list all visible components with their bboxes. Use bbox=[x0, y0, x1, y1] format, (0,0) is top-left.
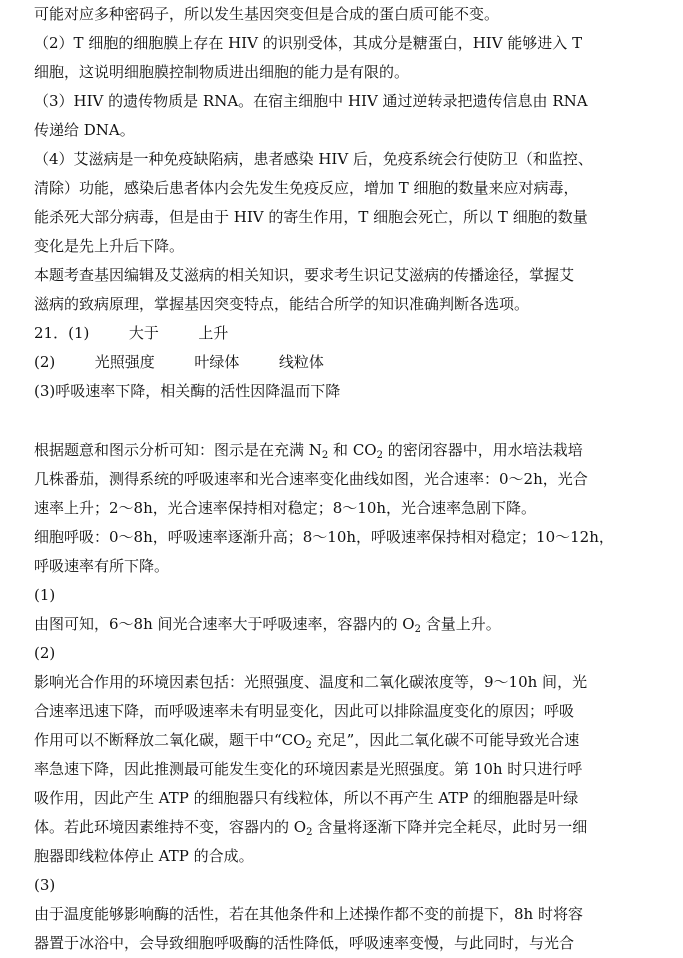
text-line: 清除）功能，感染后患者体内会先发生免疫反应，增加 T 细胞的数量来应对病毒， bbox=[34, 179, 579, 197]
text-line: 器置于冰浴中，会导致细胞呼吸酶的活性降低，呼吸速率变慢，与此同时，与光合 bbox=[34, 934, 575, 952]
text-line: （2）T 细胞的细胞膜上存在 HIV 的识别受体，其成分是糖蛋白，HIV 能够进入 T bbox=[34, 34, 583, 52]
text-segment: 的密闭容器中，用水培法栽培 bbox=[382, 441, 583, 459]
subscript: 2 bbox=[376, 450, 383, 461]
text-line: 传递给 DNA。 bbox=[34, 121, 135, 139]
text-line: 滋病的致病原理，掌握基因突变特点，能结合所学的知识准确判断各选项。 bbox=[34, 295, 530, 313]
text-line: 21．(1) 大于 上升 bbox=[34, 324, 229, 342]
text-line bbox=[34, 726, 674, 755]
text-line: （3）HIV 的遗传物质是 RNA。在宿主细胞中 HIV 通过逆转录把遗传信息由 RNA bbox=[34, 92, 588, 110]
subscript: 2 bbox=[306, 827, 313, 838]
text-line: 速率上升；2～8h，光合速率保持相对稳定；8～10h，光合速率急剧下降。 bbox=[34, 499, 537, 517]
subscript: 2 bbox=[414, 624, 421, 635]
subscript: 2 bbox=[305, 740, 312, 751]
text-line bbox=[34, 436, 674, 465]
text-line: 由于温度能够影响酶的活性，若在其他条件和上述操作都不变的前提下，8h 时将容 bbox=[34, 905, 583, 923]
text-line: (2) 光照强度 叶绿体 线粒体 bbox=[34, 353, 324, 371]
text-line: 胞器即线粒体停止 ATP 的合成。 bbox=[34, 847, 254, 865]
text-line: (3) bbox=[34, 876, 56, 894]
text-line: 细胞呼吸：0～8h，呼吸速率逐渐升高；8～10h，呼吸速率保持相对稳定；10～12h， bbox=[34, 528, 614, 546]
text-line: 变化是先上升后下降。 bbox=[34, 237, 185, 255]
text-line: 本题考查基因编辑及艾滋病的相关知识，要求考生识记艾滋病的传播途径，掌握艾 bbox=[34, 266, 575, 284]
text-line: (2) bbox=[34, 644, 56, 662]
answer-text-body bbox=[34, 0, 674, 958]
text-segment: 作用可以不断释放二氧化碳，题干中“CO bbox=[34, 731, 306, 749]
text-line: （4）艾滋病是一种免疫缺陷病，患者感染 HIV 后，免疫系统会行使防卫（和监控、 bbox=[34, 150, 593, 168]
text-segment: 和 CO bbox=[328, 441, 377, 459]
text-line: 吸作用，因此产生 ATP 的细胞器只有线粒体，所以不再产生 ATP 的细胞器是叶绿 bbox=[34, 789, 579, 807]
text-segment: 根据题意和图示分析可知：图示是在充满 N bbox=[34, 441, 322, 459]
text-line: 率急速下降，因此推测最可能发生变化的环境因素是光照强度。第 10h 时只进行呼 bbox=[34, 760, 583, 778]
text-segment: 含量将逐渐下降并完全耗尽，此时另一细 bbox=[312, 818, 588, 836]
text-line: 呼吸速率有所下降。 bbox=[34, 557, 170, 575]
text-line bbox=[34, 610, 674, 639]
text-line: 细胞，这说明细胞膜控制物质进出细胞的能力是有限的。 bbox=[34, 63, 410, 81]
text-segment: 由图可知，6～8h 间光合速率大于呼吸速率，容器内的 O bbox=[34, 615, 415, 633]
text-segment: 体。若此环境因素维持不变，容器内的 O bbox=[34, 818, 307, 836]
text-line: 可能对应多种密码子，所以发生基因突变但是合成的蛋白质可能不变。 bbox=[34, 5, 500, 23]
text-segment: 充足”，因此二氧化碳不可能导致光合速 bbox=[311, 731, 580, 749]
text-line: (1) bbox=[34, 586, 56, 604]
text-line: 影响光合作用的环境因素包括：光照强度、温度和二氧化碳浓度等，9～10h 间，光 bbox=[34, 673, 588, 691]
text-line: 能杀死大部分病毒，但是由于 HIV 的寄生作用，T 细胞会死亡，所以 T 细胞的数量 bbox=[34, 208, 588, 226]
text-line: (3)呼吸速率下降，相关酶的活性因降温而下降 bbox=[34, 382, 341, 400]
text-line: 几株番茄，测得系统的呼吸速率和光合速率变化曲线如图，光合速率：0～2h，光合 bbox=[34, 470, 588, 488]
blank-line bbox=[34, 406, 674, 436]
text-line bbox=[34, 813, 674, 842]
text-line: 合速率迅速下降，而呼吸速率未有明显变化，因此可以排除温度变化的原因；呼吸 bbox=[34, 702, 575, 720]
text-segment: 含量上升。 bbox=[420, 615, 501, 633]
subscript: 2 bbox=[321, 450, 329, 461]
